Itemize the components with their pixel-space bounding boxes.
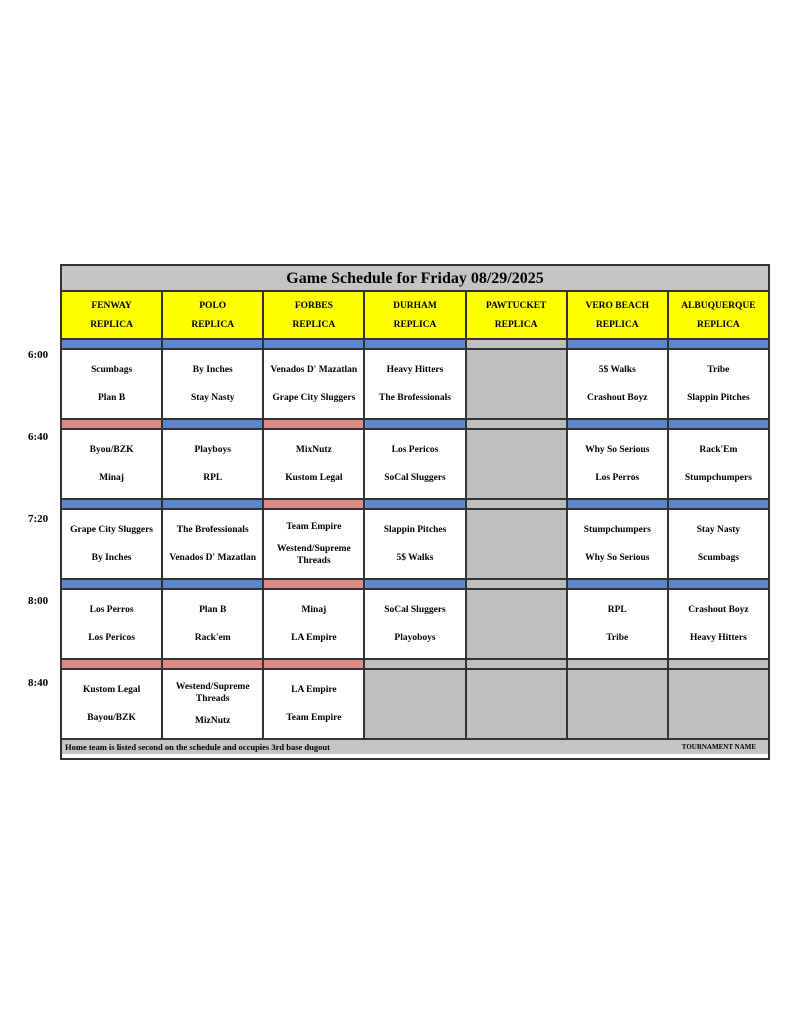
game-cell: [669, 430, 768, 498]
game-slot-row: [62, 510, 768, 580]
home-team: The Brofessionals: [379, 393, 451, 403]
home-team: Crashout Boyz: [587, 393, 648, 403]
game-cell: [669, 510, 768, 578]
game-cell: [163, 350, 264, 418]
game-cell: [62, 430, 163, 498]
away-team: Tribe: [707, 365, 730, 375]
divider-band-blue: [163, 340, 264, 348]
away-team: By Inches: [192, 365, 233, 375]
home-team: Playoboys: [394, 633, 436, 643]
empty-game-cell: [365, 670, 466, 738]
game-cell: [568, 350, 669, 418]
game-cell: [62, 670, 163, 738]
divider-band-red: [264, 500, 365, 508]
divider-band-red: [62, 660, 163, 668]
away-team: Los Perros: [89, 605, 134, 615]
game-cell: [163, 590, 264, 658]
away-team: Why So Serious: [585, 445, 650, 455]
divider-band-red: [62, 420, 163, 428]
field-name: FORBES: [294, 300, 333, 311]
game-cell: [62, 510, 163, 578]
divider-band-gray: [467, 420, 568, 428]
home-team: Plan B: [97, 393, 126, 403]
away-team: Minaj: [301, 605, 327, 615]
field-header-row: [62, 292, 768, 340]
time-label: 6:40: [28, 431, 49, 443]
home-team: Stumpchumpers: [684, 473, 752, 483]
empty-game-cell: [467, 510, 568, 578]
away-team: RPL: [607, 605, 627, 615]
away-team: Scumbags: [90, 365, 133, 375]
home-team: Kustom Legal: [285, 473, 343, 483]
home-team: Rack'em: [194, 633, 231, 643]
divider-band-blue: [62, 340, 163, 348]
game-cell: [62, 350, 163, 418]
home-team: By Inches: [91, 553, 132, 563]
slot-divider-row: [62, 580, 768, 590]
game-slot-row: [62, 350, 768, 420]
game-cell: [264, 590, 365, 658]
divider-band-red: [264, 420, 365, 428]
home-team: Los Pericos: [88, 633, 135, 643]
divider-band-blue: [365, 580, 466, 588]
away-team: Grape City Sluggers: [70, 525, 153, 535]
home-team: Minaj: [99, 473, 124, 483]
slot-divider-row: [62, 660, 768, 670]
away-team: LA Empire: [291, 685, 337, 695]
home-team: Bayou/BZK: [87, 713, 136, 723]
slot-divider-row: [62, 420, 768, 430]
away-team: Plan B: [199, 605, 227, 615]
field-header-pawtucket: [467, 292, 568, 338]
divider-band-blue: [365, 500, 466, 508]
field-name: DURHAM: [393, 300, 437, 311]
away-team: Stumpchumpers: [583, 525, 651, 535]
home-team: RPL: [203, 473, 223, 483]
divider-band-blue: [163, 580, 264, 588]
game-cell: [365, 430, 466, 498]
time-label: 6:00: [28, 349, 49, 361]
divider-band-blue: [568, 500, 669, 508]
home-team: Slappin Pitches: [687, 393, 750, 403]
slot-divider-row: [62, 500, 768, 510]
home-team: Westend/Supreme Threads: [276, 544, 351, 566]
away-team: Team Empire: [286, 522, 342, 532]
game-cell: [365, 590, 466, 658]
home-team: Venados D' Mazatlan: [169, 553, 257, 563]
divider-band-gray: [669, 660, 768, 668]
away-team: Rack'Em: [699, 445, 738, 455]
field-subtitle: REPLICA: [292, 319, 336, 330]
game-cell: [264, 510, 365, 578]
away-team: Slappin Pitches: [383, 525, 447, 535]
time-label: 8:40: [28, 677, 49, 689]
game-cell: [365, 350, 466, 418]
away-team: SoCal Sluggers: [384, 605, 446, 615]
game-cell: [264, 350, 365, 418]
divider-band-gray: [467, 660, 568, 668]
divider-band-blue: [669, 500, 768, 508]
field-name: FENWAY: [91, 300, 132, 311]
divider-band-blue: [365, 340, 466, 348]
divider-band-gray: [467, 500, 568, 508]
divider-band-blue: [163, 500, 264, 508]
field-subtitle: REPLICA: [90, 319, 133, 330]
field-subtitle: REPLICA: [595, 319, 639, 330]
time-label: 8:00: [28, 595, 49, 607]
slots-container: [62, 340, 768, 740]
game-cell: [568, 430, 669, 498]
home-team-note: Home team is listed second on the schedule and occupies 3rd base dugout: [65, 742, 330, 752]
schedule-title: Game Schedule for Friday 08/29/2025: [62, 266, 768, 292]
field-name: POLO: [199, 300, 227, 311]
field-subtitle: REPLICA: [494, 319, 538, 330]
divider-band-gray: [467, 580, 568, 588]
field-header-durham: [365, 292, 466, 338]
home-team: Los Perros: [595, 473, 640, 483]
divider-band-blue: [669, 340, 768, 348]
divider-band-red: [163, 660, 264, 668]
field-name: ALBUQUERQUE: [681, 300, 756, 311]
game-cell: [669, 590, 768, 658]
home-team: MizNutz: [195, 716, 231, 726]
tournament-name: TOURNAMENT NAME: [681, 743, 756, 751]
home-team: Heavy Hitters: [690, 633, 747, 643]
game-cell: [163, 430, 264, 498]
home-team: Scumbags: [697, 553, 739, 563]
divider-band-red: [264, 580, 365, 588]
empty-game-cell: [467, 430, 568, 498]
home-team: Stay Nasty: [190, 393, 235, 403]
field-subtitle: REPLICA: [393, 319, 437, 330]
game-cell: [163, 670, 264, 738]
field-name: VERO BEACH: [585, 300, 650, 311]
game-slot-row: [62, 430, 768, 500]
home-team: Team Empire: [286, 713, 342, 723]
field-header-vero-beach: [568, 292, 669, 338]
away-team: Byou/BZK: [89, 445, 134, 455]
away-team: Crashout Boyz: [688, 605, 749, 615]
divider-band-blue: [62, 500, 163, 508]
divider-band-gray: [568, 660, 669, 668]
empty-game-cell: [467, 670, 568, 738]
empty-game-cell: [568, 670, 669, 738]
home-team: Tribe: [606, 633, 629, 643]
game-cell: [163, 510, 264, 578]
divider-band-gray: [365, 660, 466, 668]
divider-band-blue: [568, 420, 669, 428]
away-team: The Brofessionals: [176, 525, 249, 535]
divider-band-blue: [568, 340, 669, 348]
schedule-table: [60, 264, 770, 760]
footer-bar: [62, 740, 768, 754]
away-team: Playboys: [194, 445, 231, 455]
field-subtitle: REPLICA: [697, 319, 740, 330]
home-team: 5$ Walks: [396, 553, 434, 563]
game-cell: [568, 590, 669, 658]
home-team: LA Empire: [291, 633, 337, 643]
game-cell: [264, 670, 365, 738]
away-team: Kustom Legal: [82, 685, 141, 695]
divider-band-blue: [264, 340, 365, 348]
divider-band-blue: [62, 580, 163, 588]
field-subtitle: REPLICA: [191, 319, 235, 330]
field-header-polo: [163, 292, 264, 338]
divider-band-blue: [568, 580, 669, 588]
game-cell: [62, 590, 163, 658]
empty-game-cell: [467, 590, 568, 658]
field-header-fenway: [62, 292, 163, 338]
game-cell: [264, 430, 365, 498]
time-label: 7:20: [28, 513, 49, 525]
home-team: SoCal Sluggers: [384, 473, 446, 483]
divider-band-blue: [365, 420, 466, 428]
away-team: MixNutz: [295, 445, 332, 455]
game-cell: [365, 510, 466, 578]
empty-game-cell: [467, 350, 568, 418]
field-header-forbes: [264, 292, 365, 338]
game-slot-row: [62, 670, 768, 740]
slot-divider-row: [62, 340, 768, 350]
field-header-albuquerque: [669, 292, 768, 338]
empty-game-cell: [669, 670, 768, 738]
away-team: Westend/Supreme Threads: [175, 682, 250, 704]
divider-band-red: [264, 660, 365, 668]
away-team: Stay Nasty: [696, 525, 741, 535]
away-team: 5$ Walks: [598, 365, 636, 375]
divider-band-blue: [669, 580, 768, 588]
field-name: PAWTUCKET: [485, 300, 547, 311]
game-slot-row: [62, 590, 768, 660]
divider-band-blue: [163, 420, 264, 428]
home-team: Grape City Sluggers: [272, 393, 356, 403]
home-team: Why So Serious: [585, 553, 650, 563]
away-team: Venados D' Mazatlan: [270, 365, 358, 375]
game-cell: [669, 350, 768, 418]
game-cell: [568, 510, 669, 578]
divider-band-gray: [467, 340, 568, 348]
divider-band-blue: [669, 420, 768, 428]
away-team: Los Pericos: [391, 445, 439, 455]
away-team: Heavy Hitters: [386, 365, 444, 375]
